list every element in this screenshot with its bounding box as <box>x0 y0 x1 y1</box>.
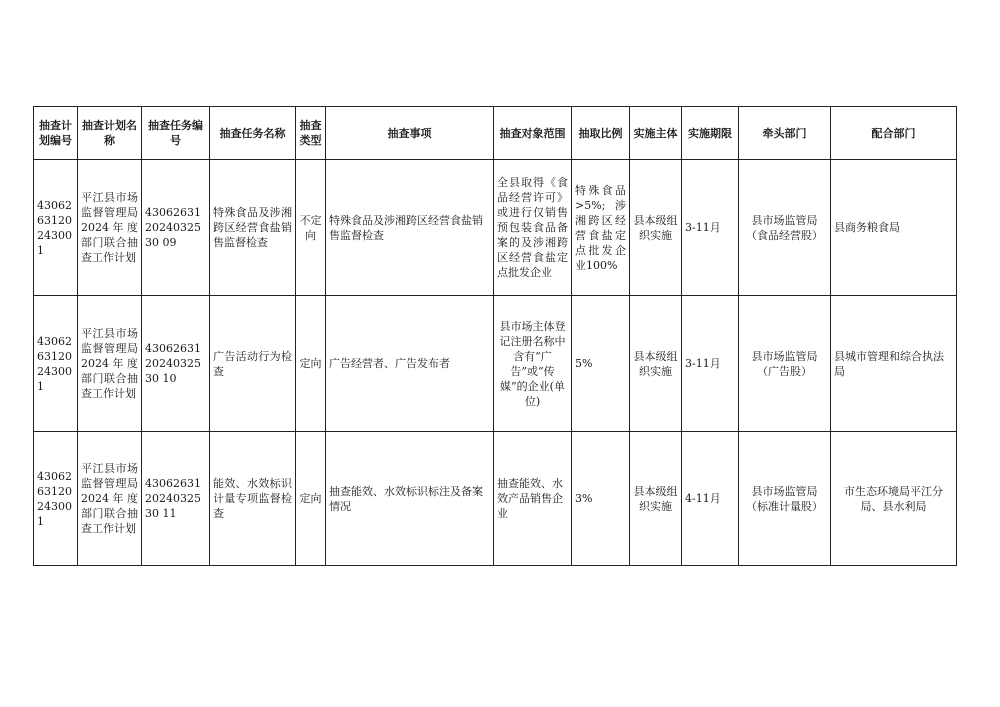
header-cell: 实施主体 <box>630 107 682 160</box>
executor-cell: 县本级组织实施 <box>630 432 682 566</box>
task-number-cell: 430626312024032530 10 <box>142 296 210 432</box>
task-number-cell: 430626312024032530 09 <box>142 160 210 296</box>
task-number-cell: 430626312024032530 11 <box>142 432 210 566</box>
cooperating-department-cell: 县城市管理和综合执法局 <box>831 296 957 432</box>
header-cell: 抽查任务编号 <box>142 107 210 160</box>
lead-department-cell: 县市场监管局（广告股） <box>739 296 831 432</box>
sampling-ratio-cell: 特殊食品>5%;涉湘跨区经营食盐定点批发企业100% <box>572 160 630 296</box>
target-scope-cell: 全县取得《食品经营许可》或进行仅销售预包装食品备案的及涉湘跨区经营食盐定点批发企业 <box>494 160 572 296</box>
table-row <box>34 160 957 296</box>
period-cell: 3-11月 <box>682 296 739 432</box>
table-row <box>34 296 957 432</box>
header-cell: 牵头部门 <box>739 107 831 160</box>
cooperating-department-cell: 市生态环境局平江分局、县水利局 <box>831 432 957 566</box>
task-name-cell: 广告活动行为检查 <box>210 296 296 432</box>
header-cell: 实施期限 <box>682 107 739 160</box>
check-items-cell: 特殊食品及涉湘跨区经营食盐销售监督检查 <box>326 160 494 296</box>
plan-number-cell: 430626312024300 1 <box>34 160 78 296</box>
target-scope-cell: 抽查能效、水效产品销售企业 <box>494 432 572 566</box>
lead-department-cell: 县市场监管局（标准计量股） <box>739 432 831 566</box>
spot-check-plan-table <box>33 106 957 566</box>
sampling-ratio-cell: 5% <box>572 296 630 432</box>
header-cell: 抽查事项 <box>326 107 494 160</box>
period-cell: 4-11月 <box>682 432 739 566</box>
cooperating-department-cell: 县商务粮食局 <box>831 160 957 296</box>
table-row <box>34 432 957 566</box>
executor-cell: 县本级组织实施 <box>630 160 682 296</box>
check-type-cell: 定向 <box>296 296 326 432</box>
lead-department-cell: 县市场监管局（食品经营股） <box>739 160 831 296</box>
header-cell: 抽查计划编号 <box>34 107 78 160</box>
target-scope-cell: 县市场主体登记注册名称中含有“广告”或“传媒”的企业(单位) <box>494 296 572 432</box>
plan-name-cell: 平江县市场监督管理局2024年度部门联合抽查工作计划 <box>78 432 142 566</box>
check-type-cell: 不定向 <box>296 160 326 296</box>
header-cell: 抽查计划名称 <box>78 107 142 160</box>
plan-name-cell: 平江县市场监督管理局2024年度部门联合抽查工作计划 <box>78 160 142 296</box>
header-cell: 抽查任务名称 <box>210 107 296 160</box>
header-row <box>34 107 957 160</box>
check-items-cell: 抽查能效、水效标识标注及备案情况 <box>326 432 494 566</box>
plan-name-cell: 平江县市场监督管理局2024年度部门联合抽查工作计划 <box>78 296 142 432</box>
plan-number-cell: 430626312024300 1 <box>34 432 78 566</box>
period-cell: 3-11月 <box>682 160 739 296</box>
executor-cell: 县本级组织实施 <box>630 296 682 432</box>
plan-number-cell: 430626312024300 1 <box>34 296 78 432</box>
sampling-ratio-cell: 3% <box>572 432 630 566</box>
header-cell: 抽查对象范围 <box>494 107 572 160</box>
header-cell: 抽取比例 <box>572 107 630 160</box>
header-cell: 配合部门 <box>831 107 957 160</box>
task-name-cell: 特殊食品及涉湘跨区经营食盐销售监督检查 <box>210 160 296 296</box>
task-name-cell: 能效、水效标识计量专项监督检查 <box>210 432 296 566</box>
check-type-cell: 定向 <box>296 432 326 566</box>
check-items-cell: 广告经营者、广告发布者 <box>326 296 494 432</box>
header-cell: 抽查类型 <box>296 107 326 160</box>
